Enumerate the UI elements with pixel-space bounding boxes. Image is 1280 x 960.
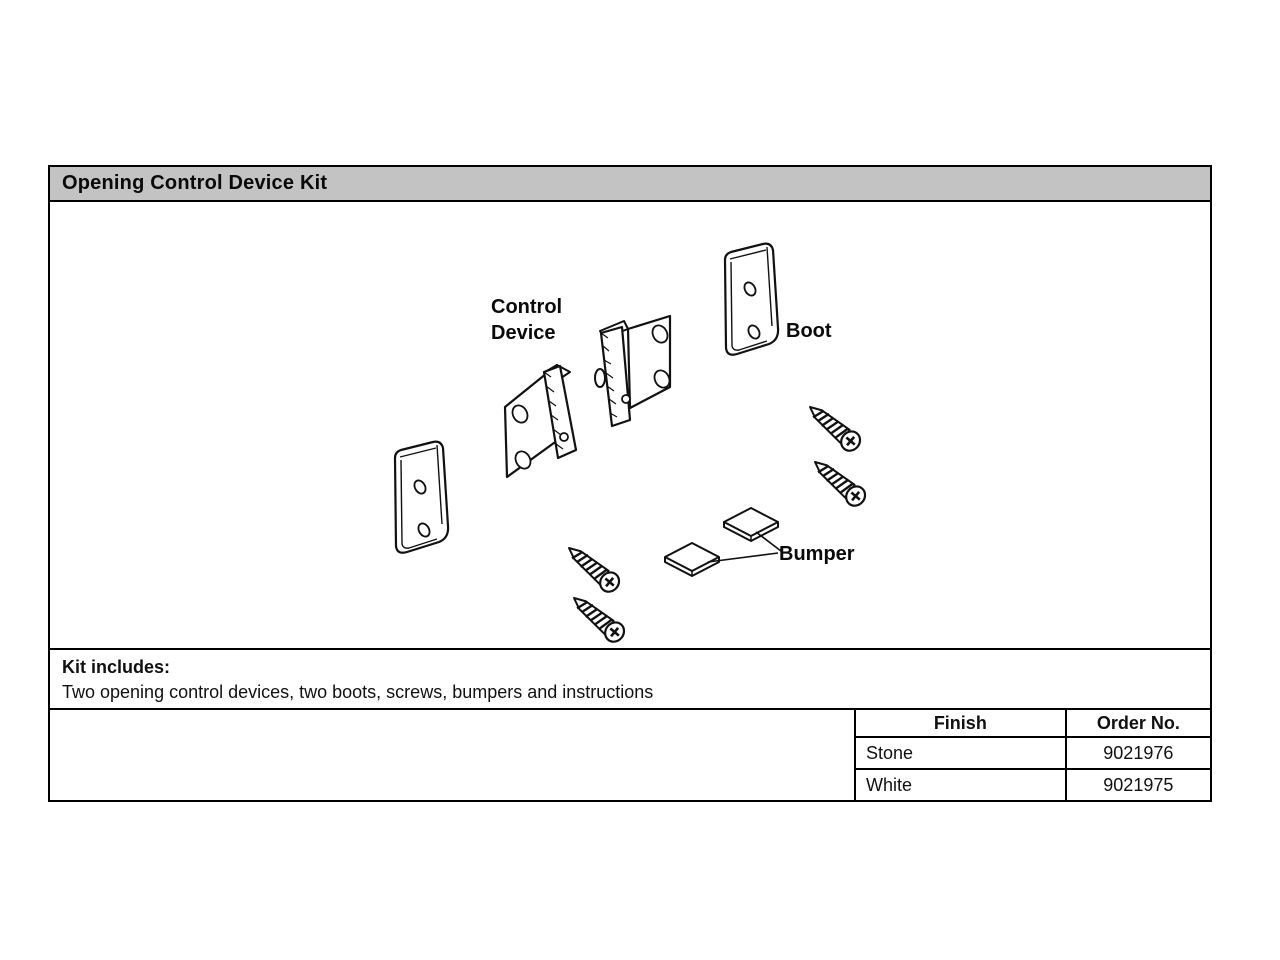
- screw-drawing-2: [809, 454, 869, 509]
- bumper-leader-line-upper: [756, 532, 781, 551]
- boot-drawing-top: [725, 244, 778, 355]
- finish-value: Stone: [855, 737, 1066, 769]
- table-row-white: [855, 769, 1211, 801]
- bumper-label: Bumper: [779, 543, 855, 565]
- parts-diagram-drawing: [50, 202, 1210, 648]
- order-info-section: [50, 708, 1210, 800]
- order-no-value: 9021975: [1066, 769, 1211, 801]
- panel-title-bar: [50, 167, 1210, 202]
- kit-includes-heading: Kit includes:: [62, 657, 171, 677]
- control-device-label: [491, 294, 562, 346]
- screw-drawing-3: [563, 540, 623, 595]
- parts-diagram: [50, 202, 1210, 648]
- order-table-header-finish: Finish: [855, 709, 1066, 737]
- boot-drawing-bottom: [395, 442, 448, 553]
- boot-label: Boot: [786, 320, 832, 342]
- panel-title: Opening Control Device Kit: [62, 172, 328, 194]
- control-device-drawing-right: [595, 316, 672, 426]
- kit-includes-section: [50, 648, 1210, 708]
- control-device-label-line1: Control: [491, 296, 563, 318]
- control-device-label-line2: Device: [491, 322, 556, 344]
- table-row-stone: [855, 737, 1211, 769]
- order-table-header-row: [855, 709, 1211, 737]
- order-table: [854, 708, 1212, 802]
- bumper-drawing-lower: [665, 543, 719, 576]
- control-device-drawing-left: [505, 365, 576, 477]
- bumper-drawing-upper: [724, 508, 778, 541]
- kit-includes-description: Two opening control devices, two boots, screws, bumpers and instructions: [62, 682, 654, 702]
- order-table-header-order-no: Order No.: [1066, 709, 1211, 737]
- order-no-value: 9021976: [1066, 737, 1211, 769]
- screw-drawing-1: [804, 399, 864, 454]
- screw-drawing-4: [568, 590, 628, 645]
- finish-value: White: [855, 769, 1066, 801]
- product-panel: [48, 165, 1212, 802]
